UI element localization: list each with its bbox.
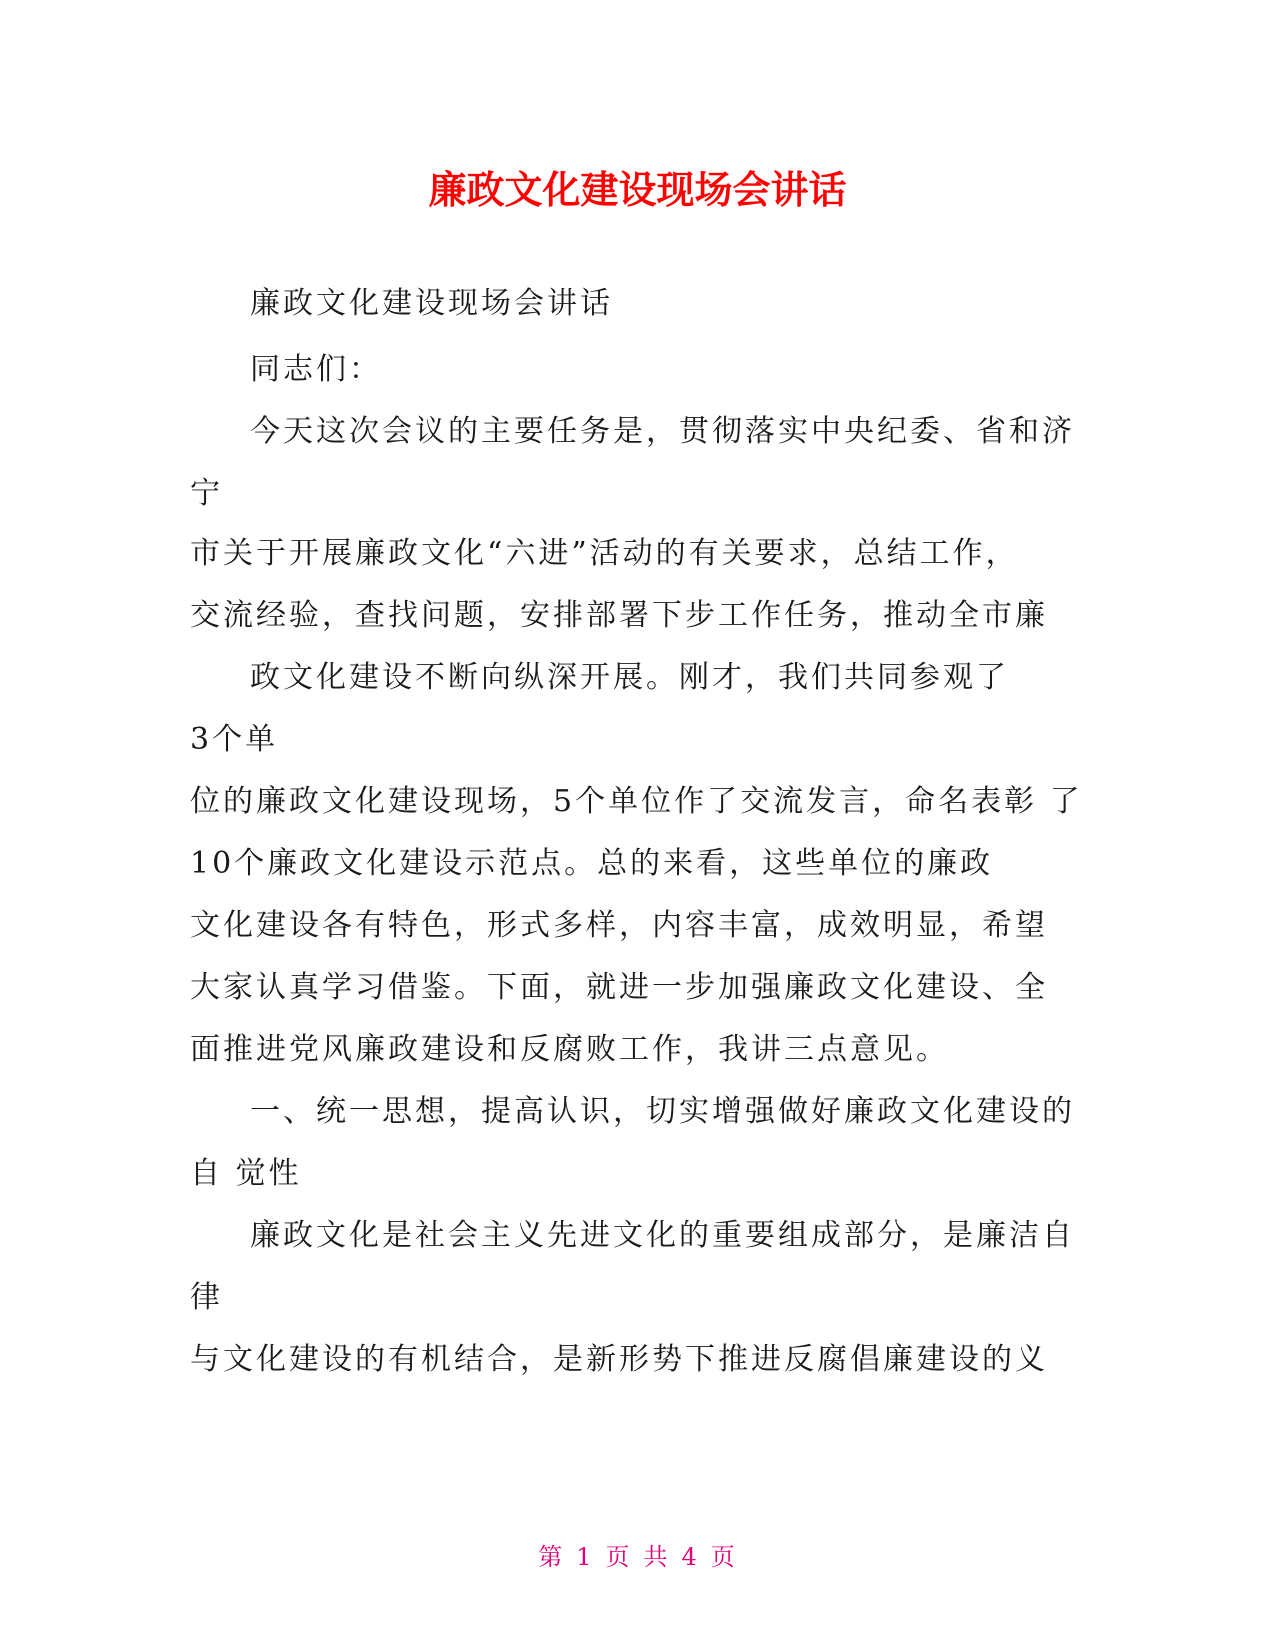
footer-prefix: 第 — [538, 1543, 565, 1571]
body-line: 律 — [190, 1280, 223, 1315]
body-line: 今天这次会议的主要任务是，贯彻落实中央纪委、省和济 — [250, 414, 1075, 449]
body-line: 大家认真学习借鉴。下面，就进一步加强廉政文化建设、全 — [190, 970, 1048, 1005]
footer-total-label: 共 — [643, 1543, 670, 1571]
current-page-number: 1 — [576, 1543, 594, 1571]
footer-page-label: 页 — [605, 1543, 632, 1571]
body-line: 廉政文化建设现场会讲话 — [250, 286, 613, 321]
document-title: 廉政文化建设现场会讲话 — [428, 168, 847, 212]
page-footer — [0, 1540, 1275, 1574]
body-line: 市关于开展廉政文化“六进”活动的有关要求，总结工作， — [190, 536, 1019, 571]
body-line: 廉政文化是社会主义先进文化的重要组成部分，是廉洁自 — [250, 1218, 1075, 1253]
body-line: 位的廉政文化建设现场，5个单位作了交流发言，命名表彰 了 — [190, 784, 1083, 819]
body-line: 10个廉政文化建设示范点。总的来看，这些单位的廉政 — [190, 846, 994, 881]
total-pages-number: 4 — [681, 1543, 699, 1571]
body-line: 交流经验，查找问题，安排部署下步工作任务，推动全市廉 — [190, 598, 1048, 633]
body-line: 宁 — [190, 476, 223, 511]
body-line: 文化建设各有特色，形式多样，内容丰富，成效明显，希望 — [190, 908, 1048, 943]
body-line: 政文化建设不断向纵深开展。刚才，我们共同参观了 — [250, 660, 1009, 695]
body-line: 3个单 — [190, 722, 279, 757]
body-line: 同志们： — [250, 352, 382, 387]
body-line: 与文化建设的有机结合，是新形势下推进反腐倡廉建设的义 — [190, 1342, 1048, 1377]
section-heading-line: 一、统一思想，提高认识，切实增强做好廉政文化建设的 — [250, 1094, 1075, 1129]
body-line: 面推进党风廉政建设和反腐败工作，我讲三点意见。 — [190, 1032, 949, 1067]
footer-suffix: 页 — [710, 1543, 737, 1571]
section-heading-line: 自 觉性 — [190, 1156, 302, 1191]
